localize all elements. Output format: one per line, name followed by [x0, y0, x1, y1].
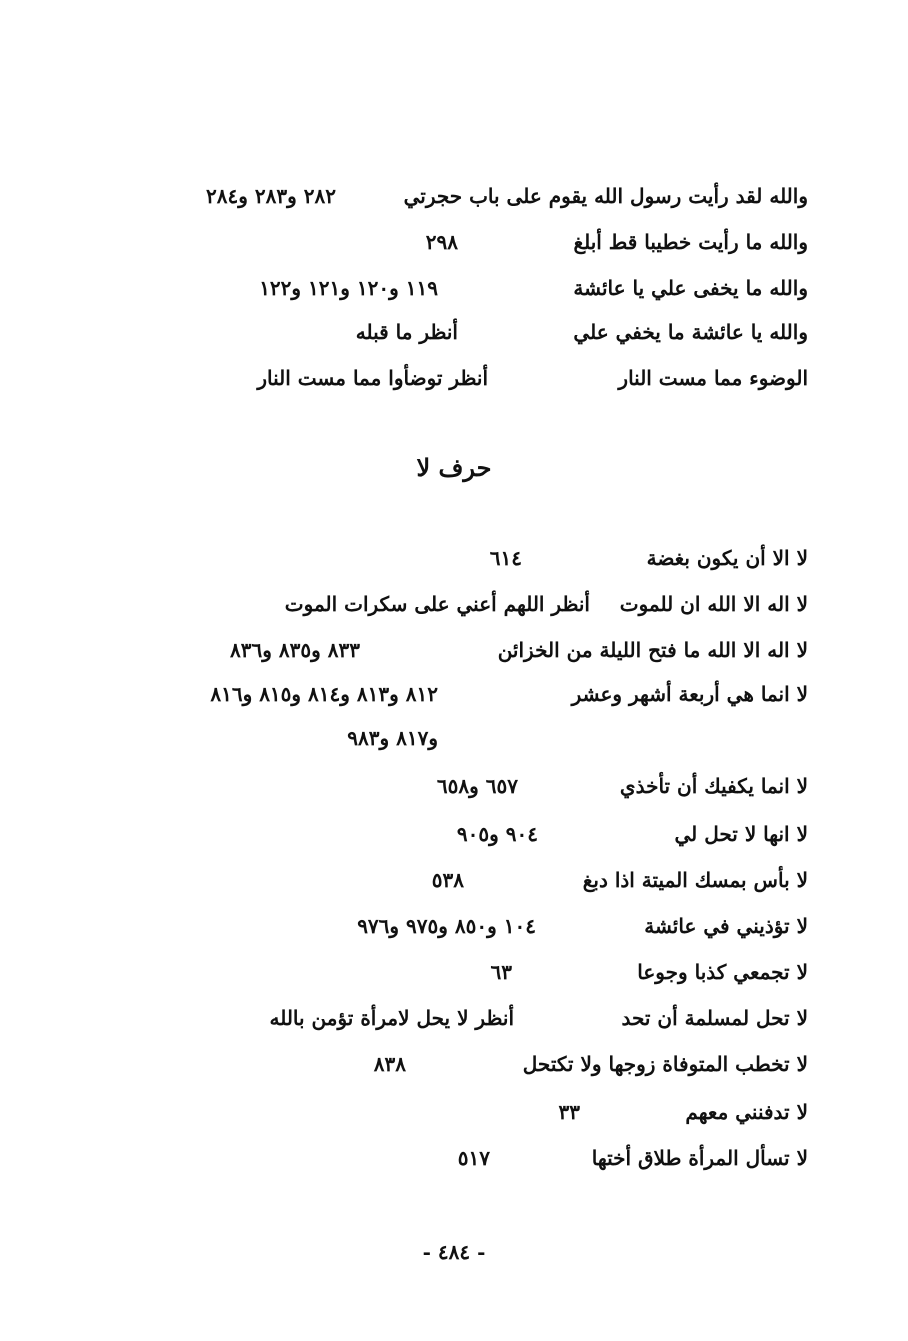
index-entry [100, 1044, 808, 1084]
index-entry [100, 766, 808, 806]
entry-reference: ٩٠٤ و٩٠٥ [456, 822, 538, 846]
entry-reference: ٥١٧ [457, 1146, 490, 1170]
entry-reference: أنظر ما قبله [355, 320, 458, 344]
index-entry [100, 1138, 808, 1178]
entry-text: لا تجمعي كذبا وجوعا [637, 960, 808, 984]
entry-text: لا اله الا الله ان للموت [619, 592, 808, 616]
index-entry [100, 998, 808, 1038]
index-entry [100, 312, 808, 352]
entry-reference: ٦١٤ [489, 546, 522, 570]
entry-reference: ٨٣٨ [373, 1052, 406, 1076]
entry-reference: ١١٩ و١٢٠ و١٢١ و١٢٢ [259, 276, 438, 300]
index-entry [100, 906, 808, 946]
section-heading: حرف لا [416, 453, 492, 482]
index-entry [100, 222, 808, 262]
entry-reference: ٦٣ [490, 960, 512, 984]
entry-text: لا انها لا تحل لي [674, 822, 808, 846]
entry-text: لا تسأل المرأة طلاق أختها [591, 1146, 808, 1170]
entry-text: والله ما يخفى علي يا عائشة [573, 276, 808, 300]
entry-reference: أنظر توضأوا مما مست النار [257, 366, 488, 390]
entry-reference: ٥٣٨ [431, 868, 464, 892]
entry-text: لا تحل لمسلمة أن تحد [621, 1006, 808, 1030]
entry-text: لا تدفنني معهم [685, 1100, 808, 1124]
entry-reference: ٨٣٣ و٨٣٥ و٨٣٦ [230, 638, 360, 662]
entry-text: والله ما رأيت خطيبا قط أبلغ [573, 230, 808, 254]
entry-reference: أنظر لا يحل لامرأة تؤمن بالله [269, 1006, 514, 1030]
entry-reference: ٢٩٨ [425, 230, 458, 254]
index-entry [100, 1092, 808, 1132]
index-entry [100, 860, 808, 900]
entry-text: والله لقد رأيت رسول الله يقوم على باب حجرتي [403, 184, 808, 208]
index-entry [100, 538, 808, 578]
entry-reference: ١٠٤ و٨٥٠ و٩٧٥ و٩٧٦ [357, 914, 536, 938]
index-entry [100, 584, 808, 624]
entry-text: والله يا عائشة ما يخفي علي [573, 320, 808, 344]
entry-text: لا الا أن يكون بغضة [646, 546, 808, 570]
index-entry [100, 630, 808, 670]
entry-reference: ٨١٢ و٨١٣ و٨١٤ و٨١٥ و٨١٦ [210, 682, 438, 706]
entry-text: لا انما هي أربعة أشهر وعشر [571, 682, 808, 706]
entry-text: الوضوء مما مست النار [618, 366, 808, 390]
entry-reference: ٣٣ [558, 1100, 580, 1124]
entry-reference: أنظر اللهم أعني على سكرات الموت [284, 592, 590, 616]
entry-text: لا بأس بمسك الميتة اذا دبغ [582, 868, 808, 892]
entry-text: لا انما يكفيك أن تأخذي [619, 774, 808, 798]
index-entry [100, 176, 808, 216]
entry-reference: ٦٥٧ و٦٥٨ [436, 774, 518, 798]
index-entry-continuation [100, 718, 808, 758]
index-entry [100, 674, 808, 714]
index-entry [100, 358, 808, 398]
entry-text: لا تخطب المتوفاة زوجها ولا تكتحل [522, 1052, 808, 1076]
index-entry [100, 952, 808, 992]
entry-reference: و٨١٧ و٩٨٣ [347, 726, 438, 750]
entry-text: لا اله الا الله ما فتح الليلة من الخزائن [497, 638, 808, 662]
entry-text: لا تؤذيني في عائشة [644, 914, 808, 938]
page-number: - ٤٨٤ - [422, 1240, 486, 1264]
index-entry [100, 814, 808, 854]
index-entry [100, 268, 808, 308]
entry-reference: ٢٨٢ و٢٨٣ و٢٨٤ [206, 184, 336, 208]
